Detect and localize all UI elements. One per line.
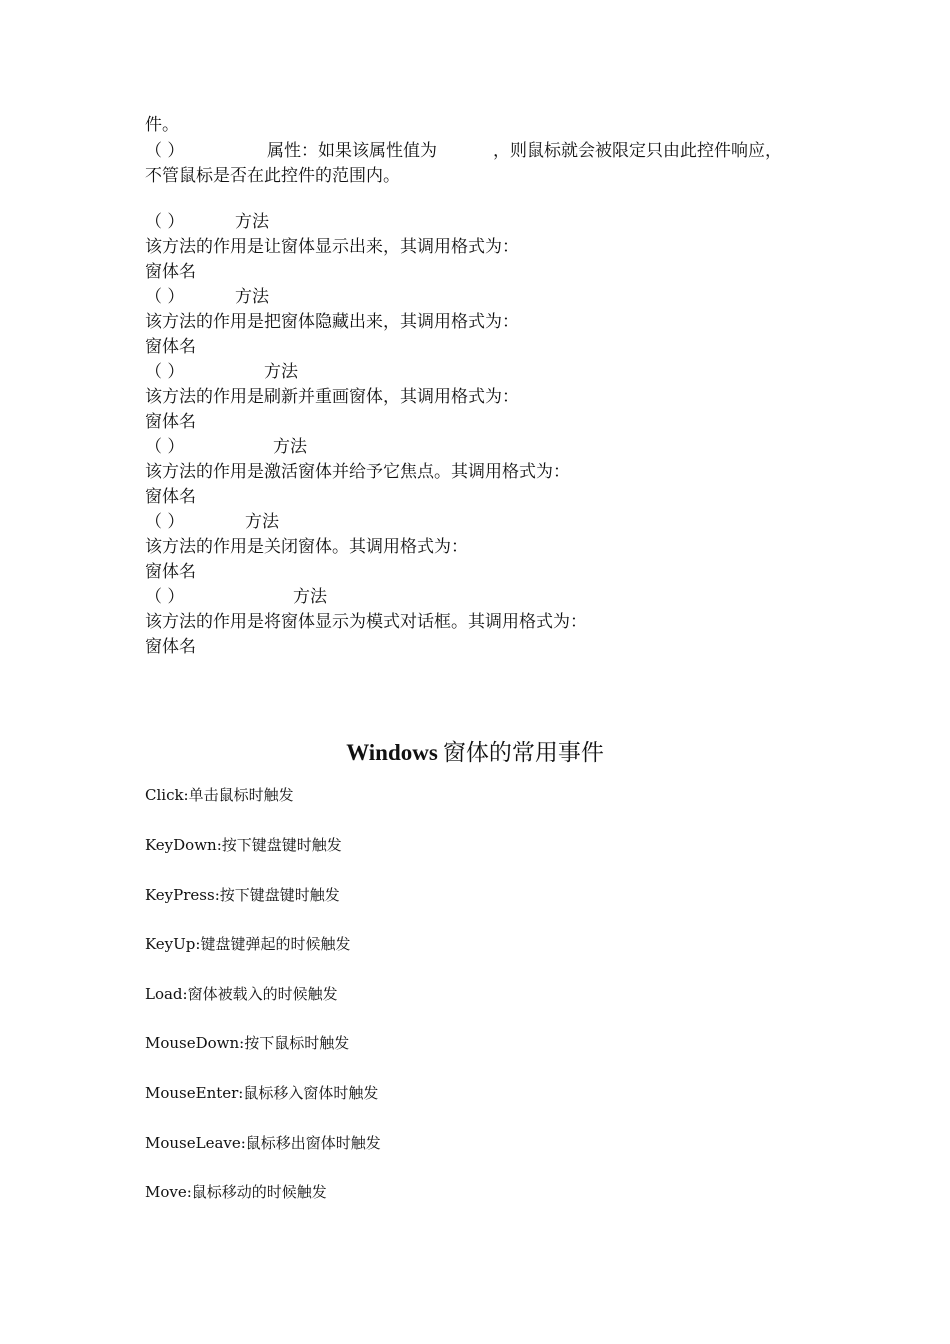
event-item-load: Load:窗体被载入的时候触发	[145, 985, 338, 1003]
method-description: 该方法的作用是将窗体显示为模式对话框。其调用格式为：	[145, 612, 587, 632]
event-item-click: Click:单击鼠标时触发	[145, 786, 294, 804]
event-item-keyup: KeyUp:键盘键弹起的时候触发	[145, 935, 351, 953]
title-english-part: Windows	[346, 740, 438, 765]
method-paren: （ ）	[145, 587, 185, 607]
event-item-mouseenter: MouseEnter:鼠标移入窗体时触发	[145, 1084, 379, 1102]
method-paren: （ ）	[145, 512, 185, 532]
method-call-format: 窗体名	[145, 637, 196, 657]
method-call-format: 窗体名	[145, 337, 196, 357]
method-description: 该方法的作用是把窗体隐藏出来，其调用格式为：	[145, 312, 519, 332]
method-paren: （ ）	[145, 212, 185, 232]
method-description: 该方法的作用是激活窗体并给予它焦点。其调用格式为：	[145, 462, 570, 482]
title-chinese-part: 窗体的常用事件	[442, 740, 604, 766]
method-description: 该方法的作用是刷新并重画窗体，其调用格式为：	[145, 387, 519, 407]
event-item-keypress: KeyPress:按下键盘键时触发	[145, 886, 340, 904]
method-description: 该方法的作用是关闭窗体。其调用格式为：	[145, 537, 468, 557]
method-description: 该方法的作用是让窗体显示出来，其调用格式为：	[145, 237, 519, 257]
continued-text: 件。	[145, 115, 179, 135]
method-label: 方法	[264, 362, 298, 382]
method-paren: （ ）	[145, 362, 185, 382]
method-call-format: 窗体名	[145, 487, 196, 507]
method-label: 方法	[273, 437, 307, 457]
method-label: 方法	[245, 512, 279, 532]
method-call-format: 窗体名	[145, 412, 196, 432]
method-call-format: 窗体名	[145, 562, 196, 582]
method-label: 方法	[293, 587, 327, 607]
capture-property-rest: ，则鼠标就会被限定只由此控件响应，	[493, 141, 782, 161]
method-call-format: 窗体名	[145, 262, 196, 282]
capture-property-line2: 不管鼠标是否在此控件的范围内。	[145, 166, 400, 186]
event-item-keydown: KeyDown:按下键盘键时触发	[145, 836, 342, 854]
capture-property-label: 属性：如果该属性值为	[267, 141, 437, 161]
capture-paren: （ ）	[145, 141, 185, 161]
method-paren: （ ）	[145, 437, 185, 457]
event-item-mouseleave: MouseLeave:鼠标移出窗体时触发	[145, 1134, 381, 1152]
event-item-move: Move:鼠标移动的时候触发	[145, 1183, 327, 1201]
method-paren: （ ）	[145, 287, 185, 307]
event-item-mousedown: MouseDown:按下鼠标时触发	[145, 1034, 350, 1052]
events-section-title	[0, 738, 950, 768]
method-label: 方法	[235, 287, 269, 307]
method-label: 方法	[235, 212, 269, 232]
